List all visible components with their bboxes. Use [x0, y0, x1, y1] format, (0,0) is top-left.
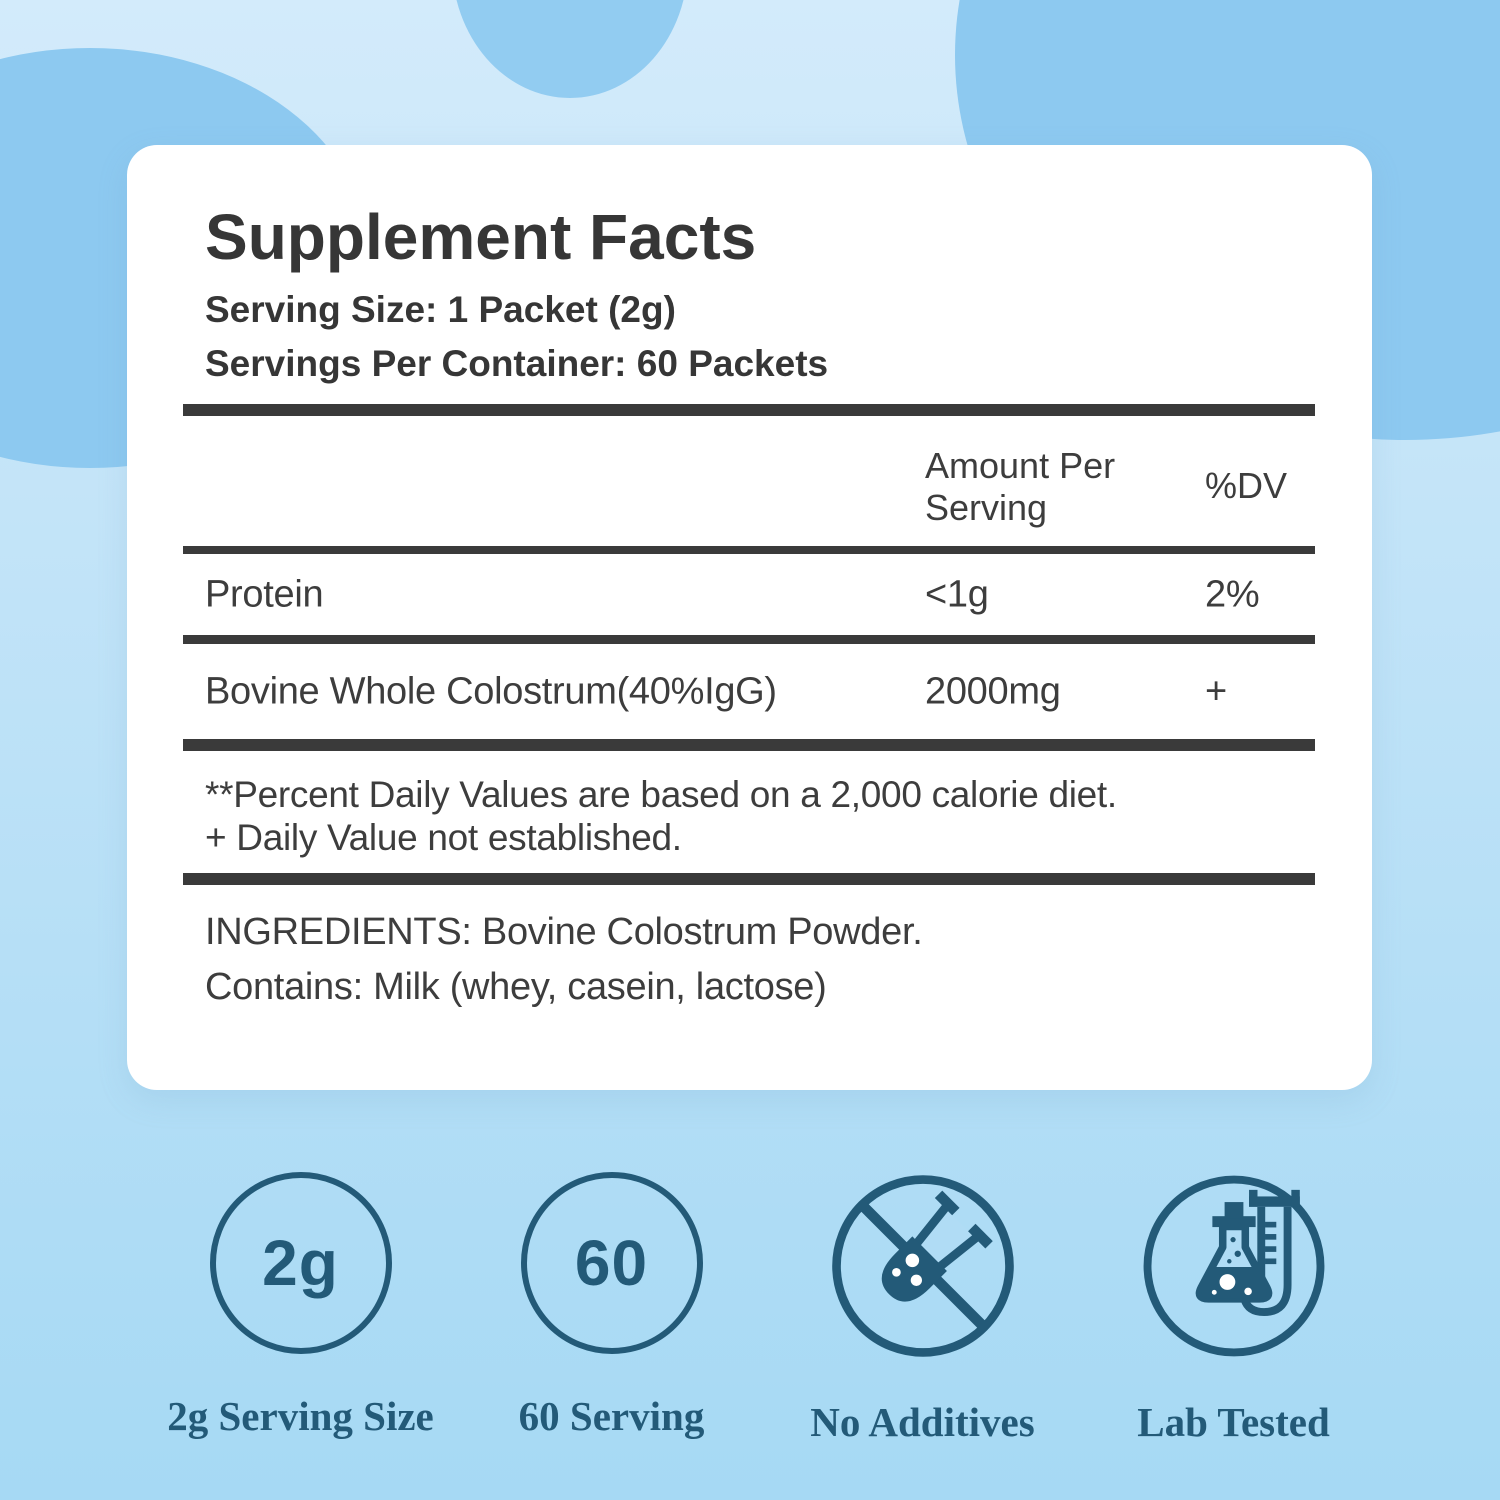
column-header-amount-per-serving: Amount Per Serving	[925, 445, 1116, 528]
feature-badges-row	[145, 1172, 1389, 1446]
no-additives-test-tube-icon	[829, 1172, 1017, 1360]
row-label: Protein	[205, 573, 324, 615]
rule-between-rows	[183, 635, 1315, 644]
row-dv: +	[1205, 670, 1227, 712]
feature-no-additives	[767, 1172, 1078, 1446]
ingredients-block	[205, 905, 1315, 1015]
lab-tested-flask-icon	[1140, 1172, 1328, 1360]
footnote-line-2: + Daily Value not established.	[205, 817, 682, 858]
feature-label: No Additives	[810, 1399, 1035, 1445]
contains-line: Contains: Milk (whey, casein, lactose)	[205, 966, 827, 1008]
row-amount: <1g	[925, 573, 989, 615]
table-row-colostrum	[127, 644, 1372, 739]
column-header-percent-dv: %DV	[1205, 465, 1288, 506]
serving-size-line: Serving Size: 1 Packet (2g)	[205, 289, 676, 330]
rule-above-ingredients	[183, 873, 1315, 885]
daily-value-footnote	[205, 773, 1315, 859]
row-dv: 2%	[1205, 573, 1260, 615]
rule-top	[183, 404, 1315, 416]
feature-serving-size	[145, 1172, 456, 1446]
serving-size-circle-icon	[210, 1172, 392, 1354]
serving-count-circle-icon	[521, 1172, 703, 1354]
rule-below-header	[183, 546, 1315, 554]
feature-lab-tested	[1078, 1172, 1389, 1446]
rule-below-rows	[183, 739, 1315, 751]
row-amount: 2000mg	[925, 670, 1061, 712]
feature-label: 60 Serving	[518, 1393, 705, 1439]
background-blob-top-center	[452, 0, 688, 98]
circle-text: 2g	[262, 1227, 339, 1299]
row-label: Bovine Whole Colostrum(40%IgG)	[205, 670, 777, 712]
supplement-facts-card	[127, 145, 1372, 1090]
footnote-line-1: **Percent Daily Values are based on a 2,000 calorie diet.	[205, 774, 1117, 815]
table-row-protein	[127, 554, 1372, 635]
circle-text: 60	[574, 1227, 649, 1299]
feature-label: Lab Tested	[1137, 1399, 1330, 1445]
feature-label: 2g Serving Size	[167, 1393, 434, 1439]
ingredients-line: INGREDIENTS: Bovine Colostrum Powder.	[205, 911, 923, 953]
card-title: Supplement Facts	[205, 201, 757, 273]
feature-serving-count	[456, 1172, 767, 1446]
servings-per-container-line: Servings Per Container: 60 Packets	[205, 343, 829, 384]
